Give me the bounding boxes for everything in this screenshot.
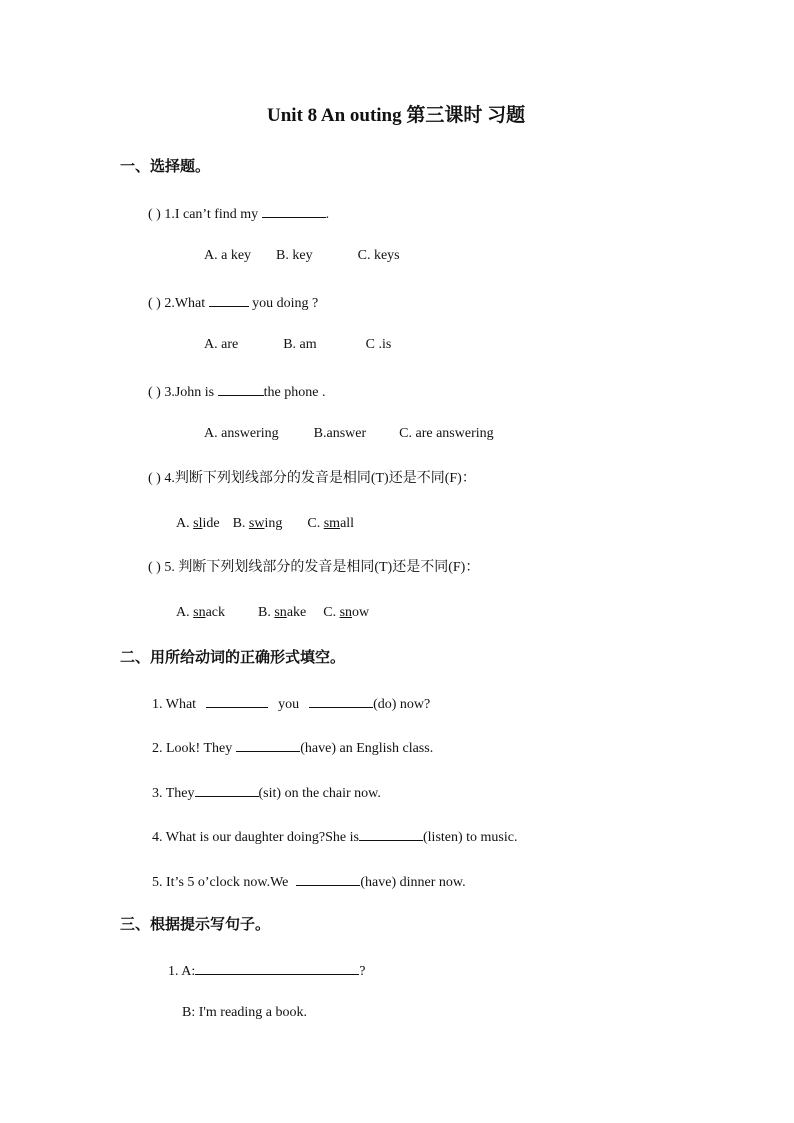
blank[interactable] [218, 381, 264, 396]
write-item-1-a: 1. A: ? [168, 960, 365, 981]
blank[interactable] [236, 737, 300, 752]
question-1 [148, 203, 329, 224]
question-text: 5. 判断下列划线部分的发音是相同(T)还是不同(F)： [164, 560, 480, 575]
option-a[interactable]: A. slide [176, 516, 220, 531]
option-a[interactable]: A. snack [176, 605, 226, 620]
answer-paren[interactable]: ( ) [148, 385, 161, 400]
option-c[interactable]: C. are answering [399, 426, 494, 441]
option-b[interactable]: B. swing [232, 516, 283, 531]
section-heading-choice: 一、选择题。 [120, 157, 211, 175]
question-text-end: you doing ? [252, 296, 319, 311]
answer-paren[interactable]: ( ) [148, 471, 161, 486]
option-b[interactable]: B. key [276, 248, 313, 263]
option-a[interactable]: A. are [204, 337, 239, 352]
question-2-options [204, 336, 391, 354]
fill-item-3: 3. They (sit) on the chair now. [152, 782, 381, 803]
section-heading-fill-in: 二、用所给动词的正确形式填空。 [120, 648, 346, 666]
question-text: 4.判断下列划线部分的发音是相同(T)还是不同(F)： [164, 471, 476, 486]
fill-item-4: 4. What is our daughter doing?She is (listen) to music. [152, 826, 518, 847]
question-5-options [176, 604, 369, 622]
question-4 [148, 470, 476, 488]
question-3-options [204, 425, 494, 443]
fill-item-2: 2. Look! They (have) an English class. [152, 737, 433, 758]
question-text-end: . [325, 207, 330, 222]
answer-paren[interactable]: ( ) [148, 207, 161, 222]
option-b[interactable]: B.answer [313, 426, 367, 441]
question-1-options [204, 247, 400, 265]
option-a[interactable]: A. answering [204, 426, 279, 441]
question-3 [148, 381, 325, 402]
blank[interactable] [209, 292, 249, 307]
question-5 [148, 559, 479, 577]
question-4-options [176, 515, 354, 533]
option-a[interactable]: A. a key [204, 248, 252, 263]
blank[interactable] [195, 782, 259, 797]
answer-paren[interactable]: ( ) [148, 560, 161, 575]
option-c[interactable]: C. keys [357, 248, 400, 263]
question-text: 2.What [164, 296, 206, 311]
question-text: 1.I can’t find my [164, 207, 259, 222]
fill-item-5: 5. It’s 5 o’clock now.We (have) dinner now. [152, 871, 466, 892]
question-text: 3.John is [164, 385, 215, 400]
blank[interactable] [262, 203, 326, 218]
question-text-end: the phone . [263, 385, 326, 400]
answer-paren[interactable]: ( ) [148, 296, 161, 311]
blank[interactable] [359, 826, 423, 841]
section-heading-write: 三、根据提示写句子。 [120, 915, 271, 933]
option-b[interactable]: B. snake [258, 605, 307, 620]
option-c[interactable]: C. snow [323, 605, 370, 620]
option-c[interactable]: C. small [307, 516, 355, 531]
question-2 [148, 292, 318, 313]
blank[interactable] [296, 871, 360, 886]
option-b[interactable]: B. am [283, 337, 317, 352]
worksheet-title: Unit 8 An outing 第三课时 习题 [267, 105, 526, 126]
answer-line[interactable] [195, 960, 359, 975]
blank[interactable] [206, 693, 268, 708]
blank[interactable] [309, 693, 373, 708]
fill-item-1: 1. What you (do) now? [152, 693, 430, 714]
write-item-1-b: B: I'm reading a book. [182, 1005, 307, 1020]
option-c[interactable]: C .is [365, 337, 392, 352]
